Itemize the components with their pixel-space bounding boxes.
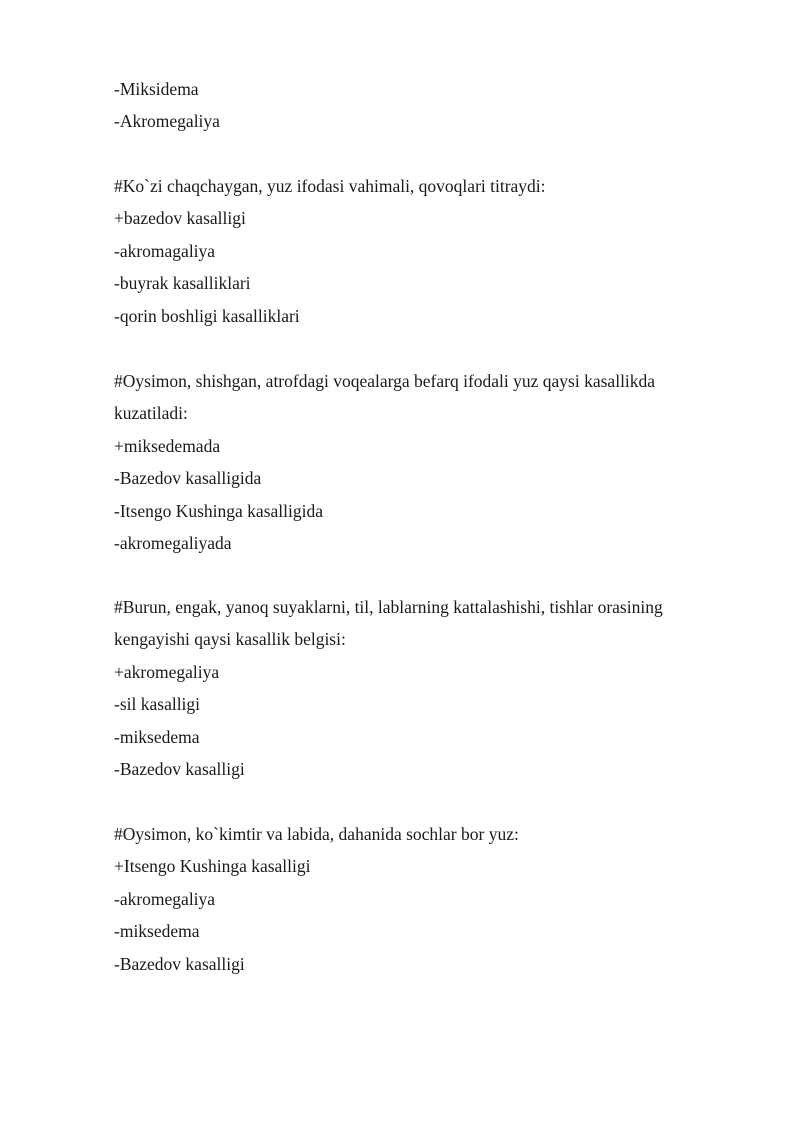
- option-line: -akromegaliya: [114, 888, 216, 909]
- option-line: -Akromegaliya: [114, 111, 220, 132]
- question-text: #Oysimon, shishgan, atrofdagi voqealarga befarq ifodali yuz qaysi kasallikda kuzatiladi:: [114, 371, 656, 424]
- option-line: -miksedema: [114, 726, 200, 747]
- correct-option: +akromegaliya: [114, 661, 220, 682]
- correct-option: +Itsengo Kushinga kasalligi: [114, 856, 311, 877]
- question-block-1: [114, 170, 724, 332]
- question-text: #Oysimon, ko`kimtir va labida, dahanida sochlar bor yuz:: [114, 824, 519, 844]
- option-line: -Bazedov kasalligi: [114, 759, 245, 780]
- option-line: -akromegaliyada: [114, 533, 232, 554]
- question-text: #Ko`zi chaqchaygan, yuz ifodasi vahimali, qovoqlari titraydi:: [114, 176, 546, 196]
- option-line: -Bazedov kasalligida: [114, 468, 262, 489]
- correct-option: +miksedemada: [114, 435, 221, 456]
- correct-option: +bazedov kasalligi: [114, 208, 246, 229]
- question-text: #Burun, engak, yanoq suyaklarni, til, lablarning kattalashishi, tishlar orasining kengayishi qaysi kasallik belgisi:: [114, 597, 663, 650]
- question-block-2: [114, 365, 724, 559]
- option-line: -Itsengo Kushinga kasalligida: [114, 500, 323, 521]
- option-line: -akromagaliya: [114, 240, 216, 261]
- question-block-3: [114, 591, 724, 785]
- option-line: -miksedema: [114, 921, 200, 942]
- question-block-4: [114, 818, 724, 980]
- option-line: -Miksidema: [114, 79, 199, 99]
- option-line: -Bazedov kasalligi: [114, 953, 245, 974]
- option-line: -buyrak kasalliklari: [114, 273, 251, 294]
- option-line: -sil kasalligi: [114, 694, 201, 715]
- leading-options: [114, 73, 724, 138]
- option-line: -qorin boshligi kasalliklari: [114, 305, 300, 326]
